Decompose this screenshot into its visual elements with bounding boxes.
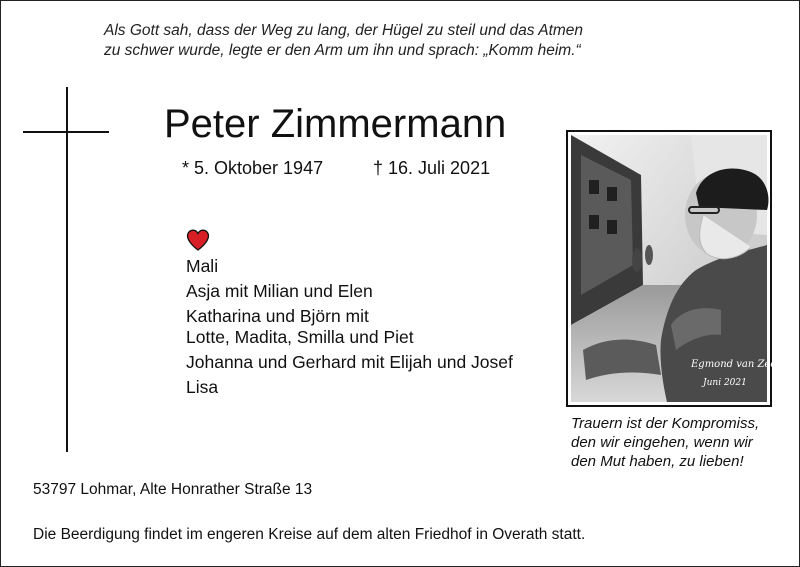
mourner-line: Lisa xyxy=(186,377,219,397)
death-date: † 16. Juli 2021 xyxy=(373,158,491,178)
funeral-notice: Die Beerdigung findet im engeren Kreise auf dem alten Friedhof in Overath statt. xyxy=(33,526,586,543)
quote-line-1: Als Gott sah, dass der Weg zu lang, der Hügel zu steil und das Atmen xyxy=(104,22,584,39)
mourners-list xyxy=(186,256,546,402)
photo-signature-name: Egmond van Zee xyxy=(691,359,777,370)
photo-signature-date: Juni 2021 xyxy=(703,378,747,388)
mourner-entry xyxy=(186,281,546,302)
cross-horizontal-bar xyxy=(23,131,109,133)
mourner-entry xyxy=(186,306,546,348)
caption-line-2: den wir eingehen, wenn wir xyxy=(571,434,753,451)
mourner-entry xyxy=(186,377,546,398)
caption-line-1: Trauern ist der Kompromiss, xyxy=(571,415,760,432)
portrait-photo xyxy=(571,135,777,402)
birth-date: * 5. Oktober 1947 xyxy=(182,158,324,178)
mourner-line: Lotte, Madita, Smilla und Piet xyxy=(186,327,414,347)
portrait-photo-frame xyxy=(566,130,777,407)
cross-vertical-bar xyxy=(66,87,68,452)
mourner-line: Asja mit Milian und Elen xyxy=(186,281,373,301)
caption-line-3: den Mut haben, zu lieben! xyxy=(571,453,744,470)
mourner-line: Katharina und Björn mit xyxy=(186,306,369,326)
mourner-entry xyxy=(186,352,546,373)
family-address: 53797 Lohmar, Alte Honrather Straße 13 xyxy=(33,481,313,498)
mourner-line: Johanna und Gerhard mit Elijah und Josef xyxy=(186,352,513,372)
mourner-line: Mali xyxy=(186,256,219,276)
quote-line-2: zu schwer wurde, legte er den Arm um ihn und sprach: „Komm heim.“ xyxy=(104,42,581,59)
heart-icon xyxy=(186,229,210,251)
mourner-entry xyxy=(186,256,546,277)
photo-caption xyxy=(571,414,786,471)
opening-quote xyxy=(104,21,624,61)
deceased-name: Peter Zimmermann xyxy=(164,102,507,146)
